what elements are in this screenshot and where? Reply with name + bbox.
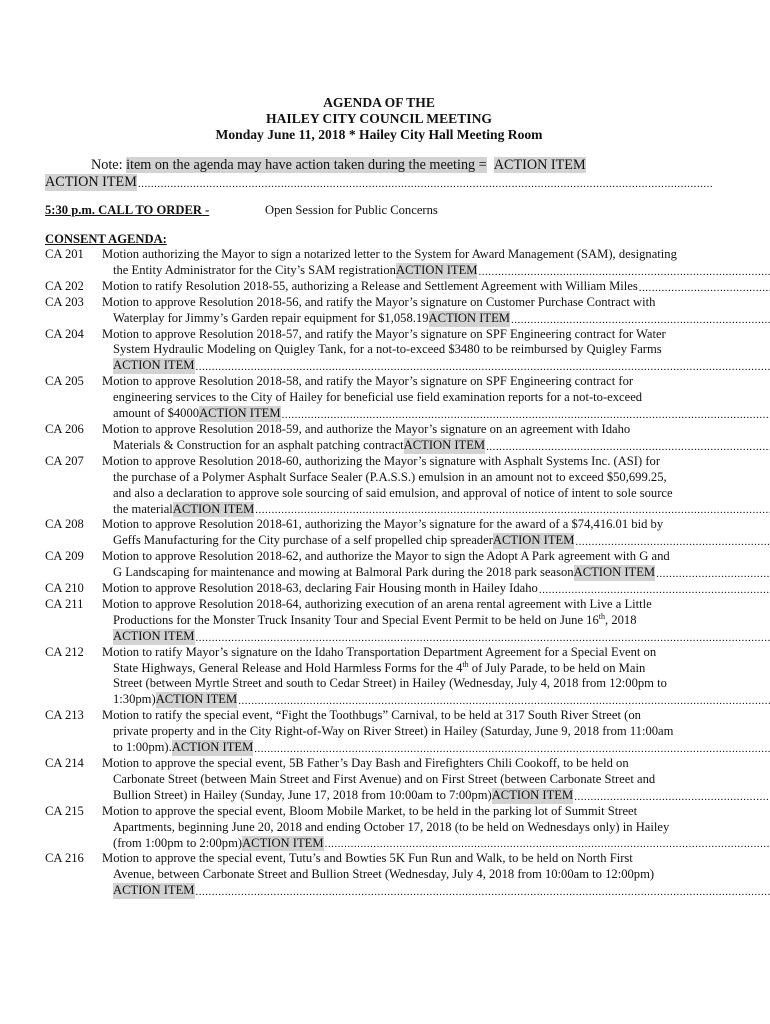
- agenda-item: [45, 804, 713, 852]
- agenda-item-code: CA 209: [45, 549, 84, 564]
- action-item-tag: ACTION ITEM: [113, 883, 195, 898]
- call-to-order: [45, 202, 713, 218]
- agenda-item-line: the material ACTION ITEM .....: [102, 502, 770, 518]
- agenda-item-code: CA 202: [45, 278, 84, 293]
- agenda-item-line: Geffs Manufacturing for the City purchase of a self propelled chip spreader ACTION ITEM .....: [102, 533, 770, 549]
- agenda-item-line: Motion to approve Resolution 2018-61, authorizing the Mayor’s signature for the award of a $74,416.01 bid by: [102, 517, 664, 532]
- action-item-tag: ACTION ITEM: [199, 406, 281, 421]
- agenda-item-code: CA 201: [45, 247, 84, 261]
- agenda-item-line: the purchase of a Polymer Asphalt Surface Sealer (P.A.S.S.) emulsion in an amount not to exceed $50,699.25,: [113, 469, 667, 484]
- agenda-item-line: to 1:00pm). ACTION ITEM .....: [102, 740, 770, 756]
- agenda-item-line: System Hydraulic Modeling on Quigley Tank, for a not-to-exceed $3480 to be reimbursed by Quigley Farms: [113, 342, 662, 357]
- agenda-item-line: Motion to approve Resolution 2018-63, declaring Fair Housing month in Hailey Idaho .....: [102, 581, 770, 597]
- note-action-tag-2: ACTION ITEM: [45, 174, 137, 190]
- call-to-order-text: Open Session for Public Concerns: [265, 203, 438, 217]
- call-to-order-label: 5:30 p.m. CALL TO ORDER -: [45, 203, 210, 217]
- agenda-item-line: Motion to approve the special event, 5B Father’s Day Bash and Firefighters Chili Cookoff, to be held on: [102, 756, 629, 770]
- action-item-tag: ACTION ITEM: [242, 835, 324, 850]
- agenda-item: [45, 295, 713, 327]
- action-item-tag: ACTION ITEM: [403, 437, 486, 452]
- agenda-item-line: [102, 358, 770, 374]
- note-prefix: Note:: [91, 157, 127, 173]
- agenda-item-line: Motion to approve Resolution 2018-59, and authorize the Mayor’s signature on an agreement with Idaho: [102, 421, 631, 436]
- header-line-3: Monday June 11, 2018 * Hailey City Hall Meeting Room: [215, 127, 543, 142]
- agenda-item: [45, 549, 713, 581]
- note-text: item on the agenda may have action taken during the meeting =: [126, 157, 487, 173]
- agenda-item-line: G Landscaping for maintenance and mowing at Balmoral Park during the 2018 park season ACTION ITEM .....: [102, 565, 770, 581]
- agenda-item-line: Motion to approve Resolution 2018-64, authorizing execution of an arena rental agreement with Live a Little: [102, 596, 652, 611]
- agenda-item-line: Motion to ratify Mayor’s signature on the Idaho Transportation Department Agreement for a Special Event on: [102, 644, 657, 659]
- agenda-item-line: the Entity Administrator for the City’s SAM registration ACTION ITEM .....: [102, 263, 770, 279]
- agenda-item: [45, 517, 713, 549]
- agenda-item-code: CA 211: [45, 596, 84, 611]
- agenda-item-line: Motion to approve the special event, Tutu’s and Bowties 5K Fun Run and Walk, to be held on North First: [102, 851, 633, 866]
- agenda-item-line: private property and in the City Right-of-Way on River Street) in Hailey (Saturday, June 9, 2018 from 11:00am: [113, 724, 674, 739]
- agenda-item: [45, 597, 713, 645]
- agenda-item-code: CA 204: [45, 326, 84, 341]
- agenda-item: [45, 708, 713, 756]
- action-item-tag: ACTION ITEM: [573, 565, 656, 580]
- action-item-tag: ACTION ITEM: [491, 787, 574, 802]
- agenda-item-code: CA 213: [45, 708, 84, 723]
- agenda-item: [45, 247, 713, 279]
- action-item-tag: ACTION ITEM: [113, 628, 195, 643]
- agenda-item-line: 1:30pm) ACTION ITEM .....: [102, 692, 770, 708]
- agenda-item-line: [102, 883, 770, 899]
- agenda-item: [45, 581, 713, 597]
- agenda-item-code: CA 215: [45, 803, 84, 818]
- agenda-item-line: Motion to ratify the special event, “Fight the Toothbugs” Carnival, to be held at 317 South River Street (on: [102, 708, 641, 723]
- agenda-item-code: CA 207: [45, 453, 84, 468]
- agenda-item-line: State Highways, General Release and Hold Harmless Forms for the 4th of July Parade, to be held on Main: [113, 659, 646, 675]
- agenda-item-line: Motion to approve Resolution 2018-62, and authorize the Mayor to sign the Adopt A Park agreement with G and: [102, 549, 670, 564]
- agenda-item-line: Avenue, between Carbonate Street and Bullion Street (Wednesday, July 4, 2018 from 10:00am to 12:00pm): [113, 867, 655, 882]
- agenda-item-line: Carbonate Street (between Main Street and First Avenue) and on First Street (between Carbonate Street and: [113, 771, 656, 786]
- agenda-item-line: Motion authorizing the Mayor to sign a notarized letter to the System for Award Management (SAM), designating: [102, 247, 677, 261]
- agenda-item: [45, 756, 713, 804]
- agenda-item-line: (from 1:00pm to 2:00pm) ACTION ITEM .....: [102, 836, 770, 852]
- agenda-item: [45, 327, 713, 375]
- agenda-item-code: CA 216: [45, 851, 84, 866]
- consent-items: [45, 247, 713, 899]
- agenda-item-line: Apartments, beginning June 20, 2018 and ending October 17, 2018 (to be held on Wednesdays only) in Hailey: [113, 819, 670, 834]
- agenda-item-line: [102, 629, 770, 645]
- consent-agenda-title: CONSENT AGENDA:: [45, 232, 167, 246]
- agenda-header: [45, 95, 713, 143]
- agenda-item: [45, 851, 713, 899]
- agenda-item-code: CA 206: [45, 421, 84, 436]
- agenda-item-line: amount of $4000 ACTION ITEM .....: [102, 406, 770, 422]
- action-note: [45, 157, 713, 191]
- agenda-item-code: CA 212: [45, 644, 84, 659]
- header-line-1: AGENDA OF THE: [323, 95, 435, 110]
- agenda-item-line: and also a declaration to approve sole sourcing of said emulsion, and approval of notice of intent to sole source: [113, 485, 673, 500]
- action-item-tag: ACTION ITEM: [155, 692, 238, 707]
- agenda-item-line: Street (between Myrtle Street and south to Cedar Street) in Hailey (Wednesday, July 4, 2018 from 12:00pm to: [113, 676, 667, 691]
- action-item-tag: ACTION ITEM: [171, 740, 254, 755]
- agenda-item-line: Bullion Street) in Hailey (Sunday, June 17, 2018 from 10:00am to 7:00pm) ACTION ITEM .....: [102, 788, 770, 804]
- agenda-item-code: CA 210: [45, 581, 84, 596]
- agenda-item-code: CA 214: [45, 756, 84, 770]
- agenda-item-line: Materials & Construction for an asphalt patching contract ACTION ITEM .....: [102, 438, 770, 454]
- action-item-tag: ACTION ITEM: [428, 310, 510, 325]
- action-item-tag: ACTION ITEM: [492, 533, 575, 548]
- agenda-item: [45, 374, 713, 422]
- agenda-item-line: Motion to ratify Resolution 2018-55, authorizing a Release and Settlement Agreement with William Miles .....: [102, 279, 770, 295]
- agenda-item-line: engineering services to the City of Hailey for beneficial use field examination reports for a not-to-exceed: [113, 390, 643, 405]
- agenda-item-line: Motion to approve Resolution 2018-58, and ratify the Mayor’s signature on SPF Engineering contract for: [102, 374, 634, 389]
- agenda-item-line: Productions for the Monster Truck Insanity Tour and Special Event Permit to be held on June 16th, 2018: [113, 611, 637, 627]
- agenda-item-line: Motion to approve Resolution 2018-60, authorizing the Mayor’s signature with Asphalt Systems Inc. (ASI) for: [102, 453, 661, 468]
- action-item-tag: ACTION ITEM: [113, 358, 195, 373]
- agenda-page: [45, 95, 713, 899]
- agenda-item-code: CA 205: [45, 374, 84, 389]
- agenda-item-code: CA 208: [45, 517, 84, 532]
- agenda-item-line: Motion to approve the special event, Bloom Mobile Market, to be held in the parking lot of Summit Street: [102, 803, 638, 818]
- agenda-item: [45, 645, 713, 709]
- agenda-item-line: Motion to approve Resolution 2018-56, and ratify the Mayor’s signature on Customer Purchase Contract with: [102, 294, 656, 309]
- agenda-item-code: CA 203: [45, 294, 84, 309]
- header-line-2: HAILEY CITY COUNCIL MEETING: [266, 111, 492, 126]
- agenda-item-line: Motion to approve Resolution 2018-57, and ratify the Mayor’s signature on SPF Engineering contract for Water: [102, 326, 666, 341]
- action-item-tag: ACTION ITEM: [395, 262, 478, 277]
- agenda-item: [45, 454, 713, 518]
- agenda-item: [45, 279, 713, 295]
- agenda-item: [45, 422, 713, 454]
- action-item-tag: ACTION ITEM: [172, 501, 255, 516]
- agenda-item-line: Waterplay for Jimmy’s Garden repair equipment for $1,058.19 ACTION ITEM .....: [102, 311, 770, 327]
- note-action-tag: ACTION ITEM: [493, 157, 586, 173]
